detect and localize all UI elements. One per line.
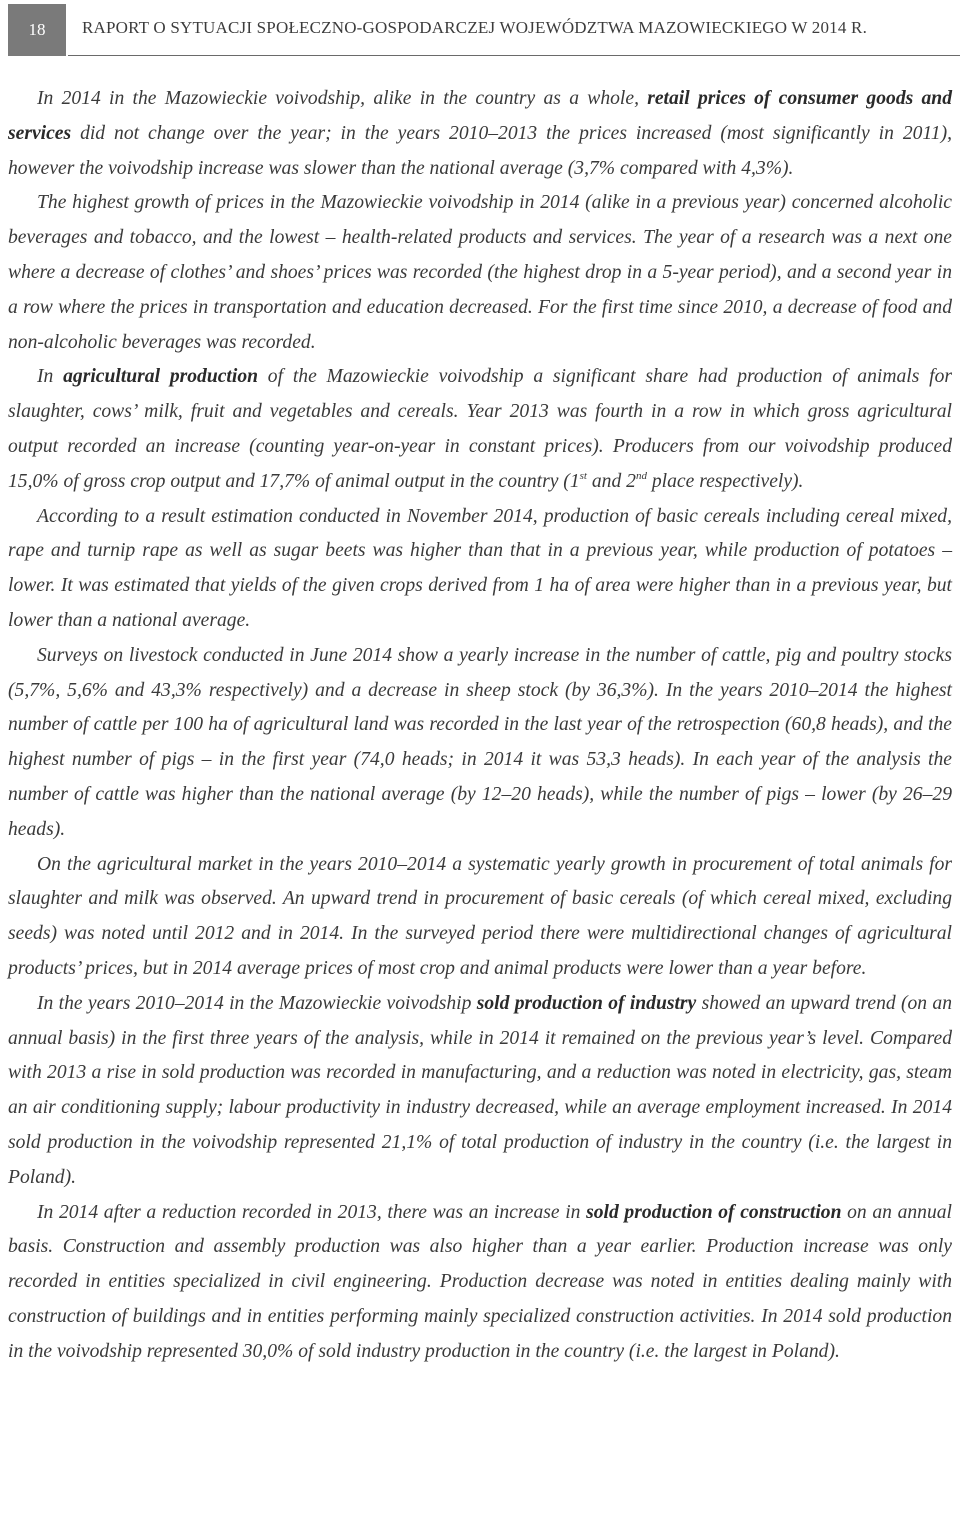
paragraph-text: on an annual basis. Construction and assembly production was also higher than a year earlier. Production increase was only recorded in entities specialized in civil engineering. Production decrease was noted in entities dealing mainly with construction of buildings and in entities performing mainly specialized construction activities. In 2014 sold production in the voivodship represented 30,0% of sold industry production in the country (i.e. the largest in Poland).	[8, 1201, 953, 1362]
body-paragraph	[8, 500, 952, 639]
paragraph-text: and 2	[586, 470, 636, 492]
paragraph-text: In	[37, 366, 64, 388]
header-rule	[68, 55, 960, 56]
paragraph-text: showed an upward trend (on an annual basis) in the first three years of the analysis, while in 2014 it remained on the previous year’s level. Compared with 2013 a rise in sold production was recorded in manufacturing, and a reduction was noted in electricity, gas, steam an air conditioning supply; labour productivity in industry decreased, while an average employment increased. In 2014 sold production in the voivodship represented 21,1% of total production of industry in the country (i.e. the largest in Poland).	[8, 992, 953, 1188]
page-number: 18	[8, 4, 66, 56]
paragraph-text: In 2014 after a reduction recorded in 2013, there was an increase in	[37, 1201, 587, 1223]
paragraph-text: place respectively).	[646, 470, 804, 492]
paragraph-text: did not change over the year; in the years 2010–2013 the prices increased (most significantly in 2011), however the voivodship increase was slower than the national average (3,7% compared with 4,3%).	[8, 122, 952, 179]
paragraph-text: The highest growth of prices in the Mazowieckie voivodship in 2014 (alike in a previous year) concerned alcoholic beverages and tobacco, and the lowest – health-related products and services. The year of a research was a next one where a decrease of clothes’ and shoes’ prices was recorded (the highest drop in a 5-year period), and a second year in a row where the prices in transportation and education decreased. For the first time since 2010, a decrease of food and non-alcoholic beverages was recorded.	[8, 192, 952, 353]
report-body	[8, 82, 952, 1369]
paragraph-text: On the agricultural market in the years 2010–2014 a systematic yearly growth in procurement of total animals for slaughter and milk was observed. An upward trend in procurement of basic cereals (of which cereal mixed, excluding seeds) was noted until 2012 and in 2014. In the surveyed period there were multidirectional changes of agricultural products’ prices, but in 2014 average prices of most crop and animal products were lower than a year before.	[8, 853, 952, 979]
paragraph-text: In 2014 in the Mazowieckie voivodship, alike in the country as a whole,	[37, 88, 648, 109]
bold-term: retail prices of consumer goods and services	[8, 88, 952, 144]
paragraph-text: of the Mazowieckie voivodship a significant share had production of animals for slaughter, cows’ milk, fruit and vegetables and cereals. Year 2013 was fourth in a row in which gross agricultural output recorded an increase (counting year-on-year in constant prices). Producers from our voivodship produced 15,0% of gross crop output and 17,7% of animal output in the country (1	[8, 366, 952, 492]
body-paragraph	[8, 848, 952, 987]
body-paragraph	[8, 360, 952, 499]
body-paragraph	[8, 987, 952, 1196]
paragraph-text: Surveys on livestock conducted in June 2014 show a yearly increase in the number of cattle, pig and poultry stocks (5,7%, 5,6% and 43,3% respectively) and a decrease in sheep stock (by 36,3%). In the years 2010–2014 the highest number of cattle per 100 ha of agricultural land was recorded in the last year of the retrospection (60,8 heads), and the highest number of pigs – in the first year (74,0 heads; in 2014 it was 53,3 heads). In each year of the analysis the number of cattle was higher than the national average (by 12–20 heads), while the number of pigs – lower (by 26–29 heads).	[8, 644, 952, 840]
running-title: RAPORT O SYTUACJI SPOŁECZNO-GOSPODARCZEJ WOJEWÓDZTWA MAZOWIECKIEGO W 2014 R.	[82, 18, 868, 37]
bold-term: agricultural production	[63, 366, 259, 388]
body-paragraph	[8, 1196, 952, 1370]
ordinal-suffix: st	[579, 469, 587, 482]
paragraph-text: In the years 2010–2014 in the Mazowieckie voivodship	[37, 992, 477, 1014]
bold-term: sold production of industry	[476, 992, 697, 1014]
body-paragraph	[8, 639, 952, 848]
bold-term: sold production of construction	[586, 1201, 842, 1223]
body-paragraph	[8, 82, 952, 186]
body-paragraph	[8, 186, 952, 360]
page-header	[0, 0, 960, 56]
paragraph-text: According to a result estimation conducted in November 2014, production of basic cereals including cereal mixed, rape and turnip rape as well as sugar beets was higher than that in a previous year, while production of potatoes – lower. It was estimated that yields of the given crops derived from 1 ha of area were higher than in a previous year, but lower than a national average.	[8, 505, 952, 631]
ordinal-suffix: nd	[635, 469, 647, 482]
